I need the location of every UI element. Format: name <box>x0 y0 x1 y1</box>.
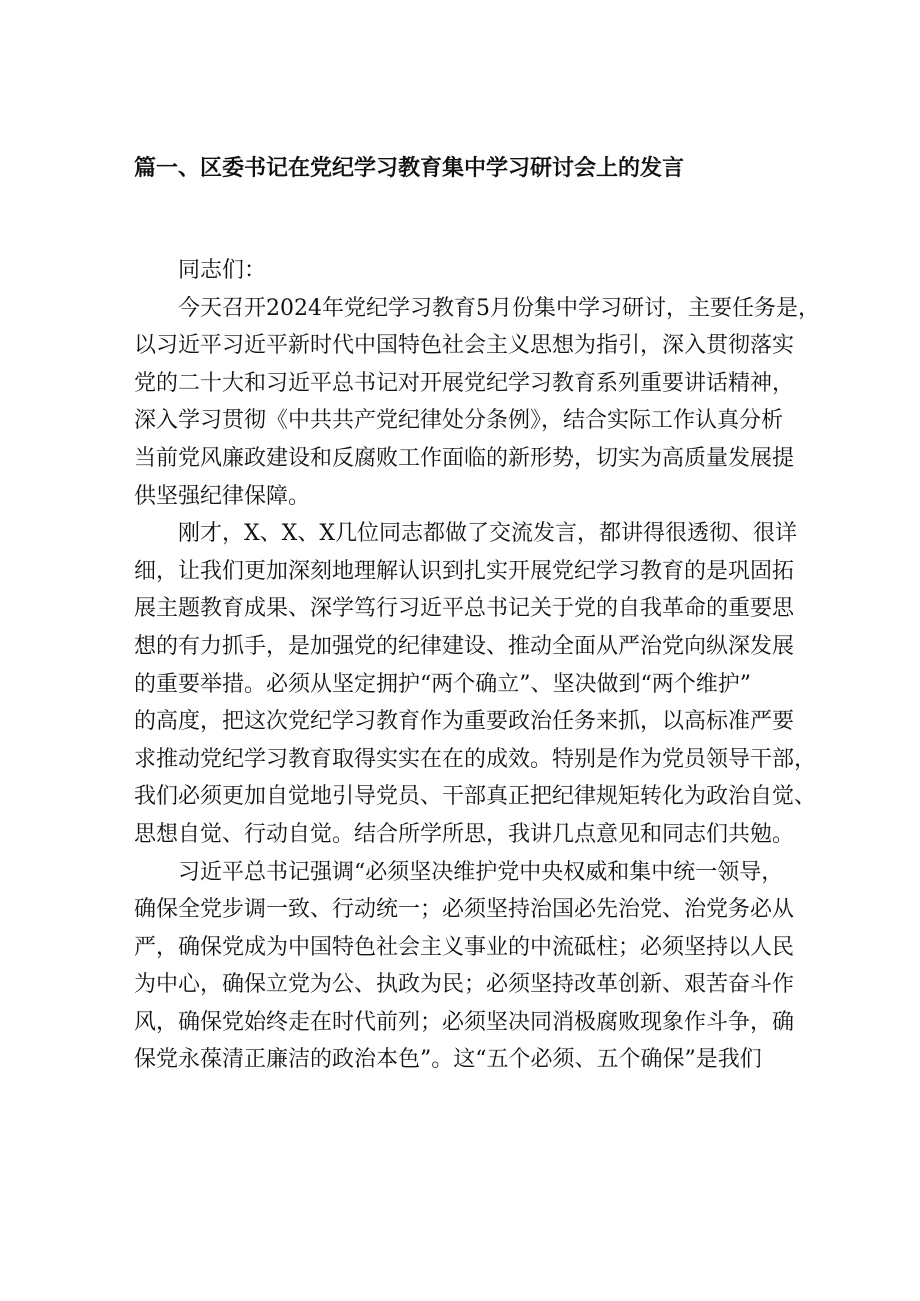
paragraph-discussion <box>134 515 817 853</box>
text-line: 想的有力抓手，是加强党的纪律建设、推动全面从严治党向纵深发展 <box>134 633 795 659</box>
text-line: 今天召开2024年党纪学习教育5月份集中学习研讨，主要任务是， <box>178 295 820 321</box>
paragraph-quote <box>134 854 794 1080</box>
text-line: 风，确保党始终走在时代前列；必须坚决同消极腐败现象作斗争，确 <box>134 1009 795 1035</box>
text-line: 深入学习贯彻《中共共产党纪律处分条例》，结合实际工作认真分析 <box>134 408 784 434</box>
text-line: 的高度，把这次党纪学习教育作为重要政治任务来抓，以高标准严要 <box>134 709 795 735</box>
document-title: 篇一、区委书记在党纪学习教育集中学习研讨会上的发言 <box>134 156 685 181</box>
text-line: 的重要举措。必须从坚定拥护“两个确立”、坚决做到“两个维护” <box>134 671 751 697</box>
text-line: 以习近平习近平新时代中国特色社会主义思想为指引，深入贯彻落实 <box>134 333 795 359</box>
text-line: 细，让我们更加深刻地理解认识到扎实开展党纪学习教育的是巩固拓 <box>134 558 795 584</box>
text-line: 习近平总书记强调“必须坚决维护党中央权威和集中统一领导， <box>178 859 784 885</box>
paragraph-intro <box>134 290 820 516</box>
text-line: 当前党风廉政建设和反腐败工作面临的新形势，切实为高质量发展提 <box>134 445 795 471</box>
text-line: 供坚强纪律保障。 <box>134 483 311 509</box>
text-line: 展主题教育成果、深学笃行习近平总书记关于党的自我革命的重要思 <box>134 596 795 622</box>
text-line: 求推动党纪学习教育取得实实在在的成效。特别是作为党员领导干部， <box>134 746 817 772</box>
paragraph-greeting <box>134 252 794 290</box>
text-line: 确保全党步调一致、行动统一；必须坚持治国必先治党、治党务必从 <box>134 897 795 923</box>
text-line: 党的二十大和习近平总书记对开展党纪学习教育系列重要讲话精神， <box>134 370 795 396</box>
text-line: 保党永葆清正廉洁的政治本色”。这“五个必须、五个确保”是我们 <box>134 1047 762 1073</box>
document-body <box>134 252 820 1079</box>
text-line: 为中心，确保立党为公、执政为民；必须坚持改革创新、艰苦奋斗作 <box>134 972 795 998</box>
text-line: 思想自觉、行动自觉。结合所学所思，我讲几点意见和同志们共勉。 <box>134 821 795 847</box>
text-line: 严，确保党成为中国特色社会主义事业的中流砥柱；必须坚持以人民 <box>134 934 795 960</box>
text-line: 我们必须更加自觉地引导党员、干部真正把纪律规矩转化为政治自觉、 <box>134 784 817 810</box>
text-line: 刚才，X、X、X几位同志都做了交流发言，都讲得很透彻、很详 <box>178 521 797 547</box>
text-line: 同志们： <box>178 258 267 283</box>
